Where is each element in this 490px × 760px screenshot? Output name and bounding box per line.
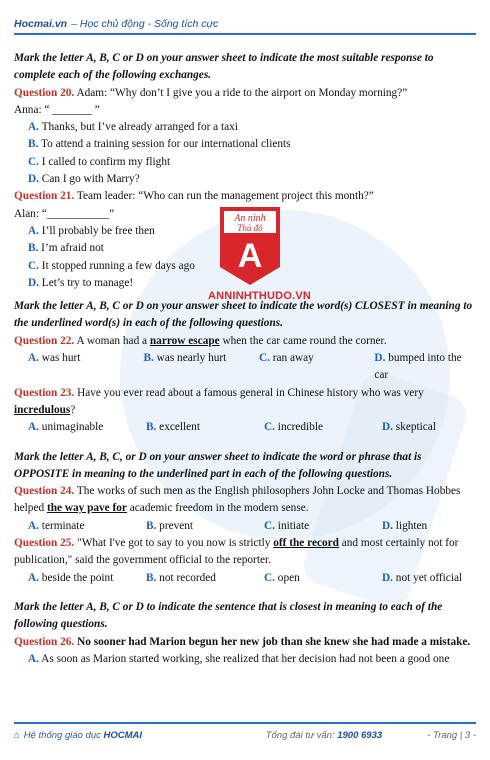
question-25 <box>14 535 476 570</box>
footer-system-brand: HOCMAI <box>103 729 143 741</box>
q23-option-c[interactable] <box>264 419 382 436</box>
section2-instruction: Mark the letter A, B, C or D on your answer sheet to indicate the word(s) CLOSEST in meaning to the underlined word(s) in each of the following questions. <box>14 300 473 330</box>
question-25-pre: "What I've got to say to you now is strictly <box>74 537 274 550</box>
question-24-label: Question 24. <box>14 485 75 498</box>
option-letter: A. <box>28 519 39 532</box>
question-22-label: Question 22. <box>14 334 75 347</box>
option-text: ran away <box>269 352 314 365</box>
question-24-post: academic freedom in the modern sense. <box>126 502 309 515</box>
option-text: was hurt <box>38 352 81 365</box>
option-letter: B. <box>146 421 157 434</box>
q20-option-b[interactable] <box>28 136 476 153</box>
q24-option-a[interactable] <box>28 518 146 535</box>
option-text: was nearly hurt <box>153 352 227 365</box>
option-letter: A. <box>28 421 39 434</box>
option-text: excellent <box>156 421 200 434</box>
q20-option-d[interactable] <box>28 171 476 188</box>
q24-option-d[interactable] <box>382 518 427 535</box>
option-letter: B. <box>146 519 157 532</box>
question-24 <box>14 483 476 518</box>
option-text: not yet official <box>392 571 463 584</box>
option-text: skeptical <box>392 421 436 434</box>
option-letter: C. <box>28 259 39 272</box>
question-26-stem: No sooner had Marion begun her new job than she knew she had made a mistake. <box>74 635 471 648</box>
section3-instruction: Mark the letter A, B, C, or D on your answer sheet to indicate the word or phrase that is OPPOSITE in meaning to the underlined part in each of the following questions. <box>14 450 422 480</box>
option-text: I’m afraid not <box>38 242 104 255</box>
question-22-post: when the car came round the corner. <box>219 334 387 347</box>
option-letter: D. <box>28 276 39 289</box>
q23-option-b[interactable] <box>146 419 264 436</box>
option-text: initiate <box>274 519 310 532</box>
option-letter: C. <box>258 352 270 365</box>
question-24-pre: The works of such men as the English philosophers John Locke and Thomas Hobbes helped <box>14 485 461 515</box>
q25-option-b[interactable] <box>146 570 264 587</box>
q24-options <box>28 518 476 535</box>
option-text: I’ll probably be free then <box>38 224 155 237</box>
question-21-reply: Alan: “___________” <box>14 207 115 220</box>
page-footer <box>14 722 476 746</box>
q20-option-c[interactable] <box>28 154 476 171</box>
question-26-label: Question 26. <box>14 635 75 648</box>
q21-option-c[interactable] <box>28 258 476 275</box>
footer-hotline-number[interactable]: 1900 6933 <box>337 729 383 741</box>
question-23-underlined: incredulous <box>14 403 71 416</box>
q23-options <box>28 419 476 436</box>
page-header <box>14 8 476 35</box>
logo-letter: A <box>237 237 263 275</box>
option-text: lighten <box>392 519 428 532</box>
option-letter: C. <box>264 421 275 434</box>
option-letter: D. <box>374 352 386 365</box>
question-24-underlined: the way pave for <box>46 502 127 515</box>
option-text: Can I go with Marry? <box>38 173 140 186</box>
question-23-pre: Have you ever read about a famous general in Chinese history who was very <box>74 386 424 399</box>
option-text: Thanks, but I’ve already arranged for a taxi <box>38 121 238 134</box>
option-letter: D. <box>28 173 39 186</box>
section4-instruction: Mark the letter A, B, C or D to indicate the sentence that is closest in meaning to each of the following questions. <box>14 600 443 631</box>
option-text: As soon as Marion started working, she realized that her decision had not been a good one <box>38 652 450 665</box>
question-26 <box>14 634 476 651</box>
footer-system <box>14 730 221 741</box>
question-21 <box>14 188 476 205</box>
option-text: It stopped running a few days ago <box>38 259 195 272</box>
option-text: unimaginable <box>38 421 104 434</box>
question-25-underlined: off the record <box>273 537 339 550</box>
option-letter: C. <box>264 571 275 584</box>
logo-caption: ANNINHTHUDO.VN <box>208 290 312 302</box>
option-text: prevent <box>156 519 194 532</box>
option-text: terminate <box>38 519 85 532</box>
q22-option-b[interactable] <box>143 350 258 385</box>
q21-option-b[interactable] <box>28 240 476 257</box>
option-letter: D. <box>382 421 393 434</box>
option-text: open <box>274 571 300 584</box>
q21-option-d[interactable] <box>28 275 476 292</box>
q22-option-d[interactable] <box>374 350 476 385</box>
question-20-label: Question 20. <box>14 86 75 99</box>
q22-options <box>28 350 476 385</box>
question-23-post: ? <box>70 403 76 416</box>
q24-option-b[interactable] <box>146 518 264 535</box>
question-20 <box>14 85 476 102</box>
q21-option-a[interactable] <box>28 223 476 240</box>
page-content <box>14 50 476 668</box>
q22-option-c[interactable] <box>259 350 374 385</box>
option-text: incredible <box>274 421 323 434</box>
footer-hotline-pre: Tổng đài tư vấn: <box>265 729 338 741</box>
option-text: I called to confirm my flight <box>38 155 171 168</box>
question-25-post: and most certainly not for publication," said the government official to the reporter. <box>14 537 459 567</box>
footer-system-pre: Hệ thống giáo dục <box>23 729 104 741</box>
question-25-label: Question 25. <box>14 537 75 550</box>
option-letter: B. <box>28 138 39 151</box>
option-text: bumped into the car <box>374 352 462 382</box>
question-21-stem: Team leader: “Who can run the management project this month?” <box>74 190 374 203</box>
q23-option-a[interactable] <box>28 419 146 436</box>
q25-option-a[interactable] <box>28 570 146 587</box>
q22-option-a[interactable] <box>28 350 143 385</box>
option-letter: C. <box>28 155 39 168</box>
question-23-label: Question 23. <box>14 386 75 399</box>
question-20-reply: Anna: “ _______ ” <box>14 103 100 116</box>
option-letter: A. <box>28 652 39 665</box>
q26-option-a[interactable] <box>28 651 476 668</box>
question-20-stem: Adam: “Why don’t I give you a ride to the airport on Monday morning?” <box>74 86 408 99</box>
option-letter: A. <box>28 571 39 584</box>
option-letter: D. <box>382 571 393 584</box>
q25-option-d[interactable] <box>382 570 462 587</box>
header-slogan: – Học chủ động - Sống tích cực <box>71 18 219 30</box>
school-icon: ⌂ <box>14 729 20 741</box>
option-letter: A. <box>28 121 39 134</box>
section1-instruction: Mark the letter A, B, C or D on your answer sheet to indicate the most suitable response to complete each of the following exchanges. <box>14 52 434 82</box>
q25-options <box>28 570 476 587</box>
option-letter: B. <box>143 352 154 365</box>
option-text: not recorded <box>156 571 216 584</box>
question-22 <box>14 333 476 350</box>
q23-option-d[interactable] <box>382 419 436 436</box>
question-21-label: Question 21. <box>14 190 75 203</box>
option-letter: B. <box>146 571 157 584</box>
option-text: beside the point <box>38 571 114 584</box>
logo-mid-text: Thủ đô <box>237 223 263 233</box>
logo-top-text: An ninh <box>234 213 266 224</box>
question-22-pre: A woman had a <box>74 334 150 347</box>
q20-option-a[interactable] <box>28 119 476 136</box>
footer-page-number: - Trang | 3 - <box>427 729 476 741</box>
option-letter: A. <box>28 224 39 237</box>
option-text: Let’s try to manage! <box>38 276 134 289</box>
q25-option-c[interactable] <box>264 570 382 587</box>
option-text: To attend a training session for our international clients <box>38 138 291 151</box>
option-letter: A. <box>28 352 39 365</box>
header-brand[interactable]: Hocmai.vn <box>14 18 68 30</box>
q24-option-c[interactable] <box>264 518 382 535</box>
option-letter: C. <box>264 519 275 532</box>
question-22-underlined: narrow escape <box>149 334 220 347</box>
question-23 <box>14 385 476 420</box>
footer-hotline <box>221 730 428 741</box>
option-letter: D. <box>382 519 393 532</box>
option-letter: B. <box>28 242 39 255</box>
